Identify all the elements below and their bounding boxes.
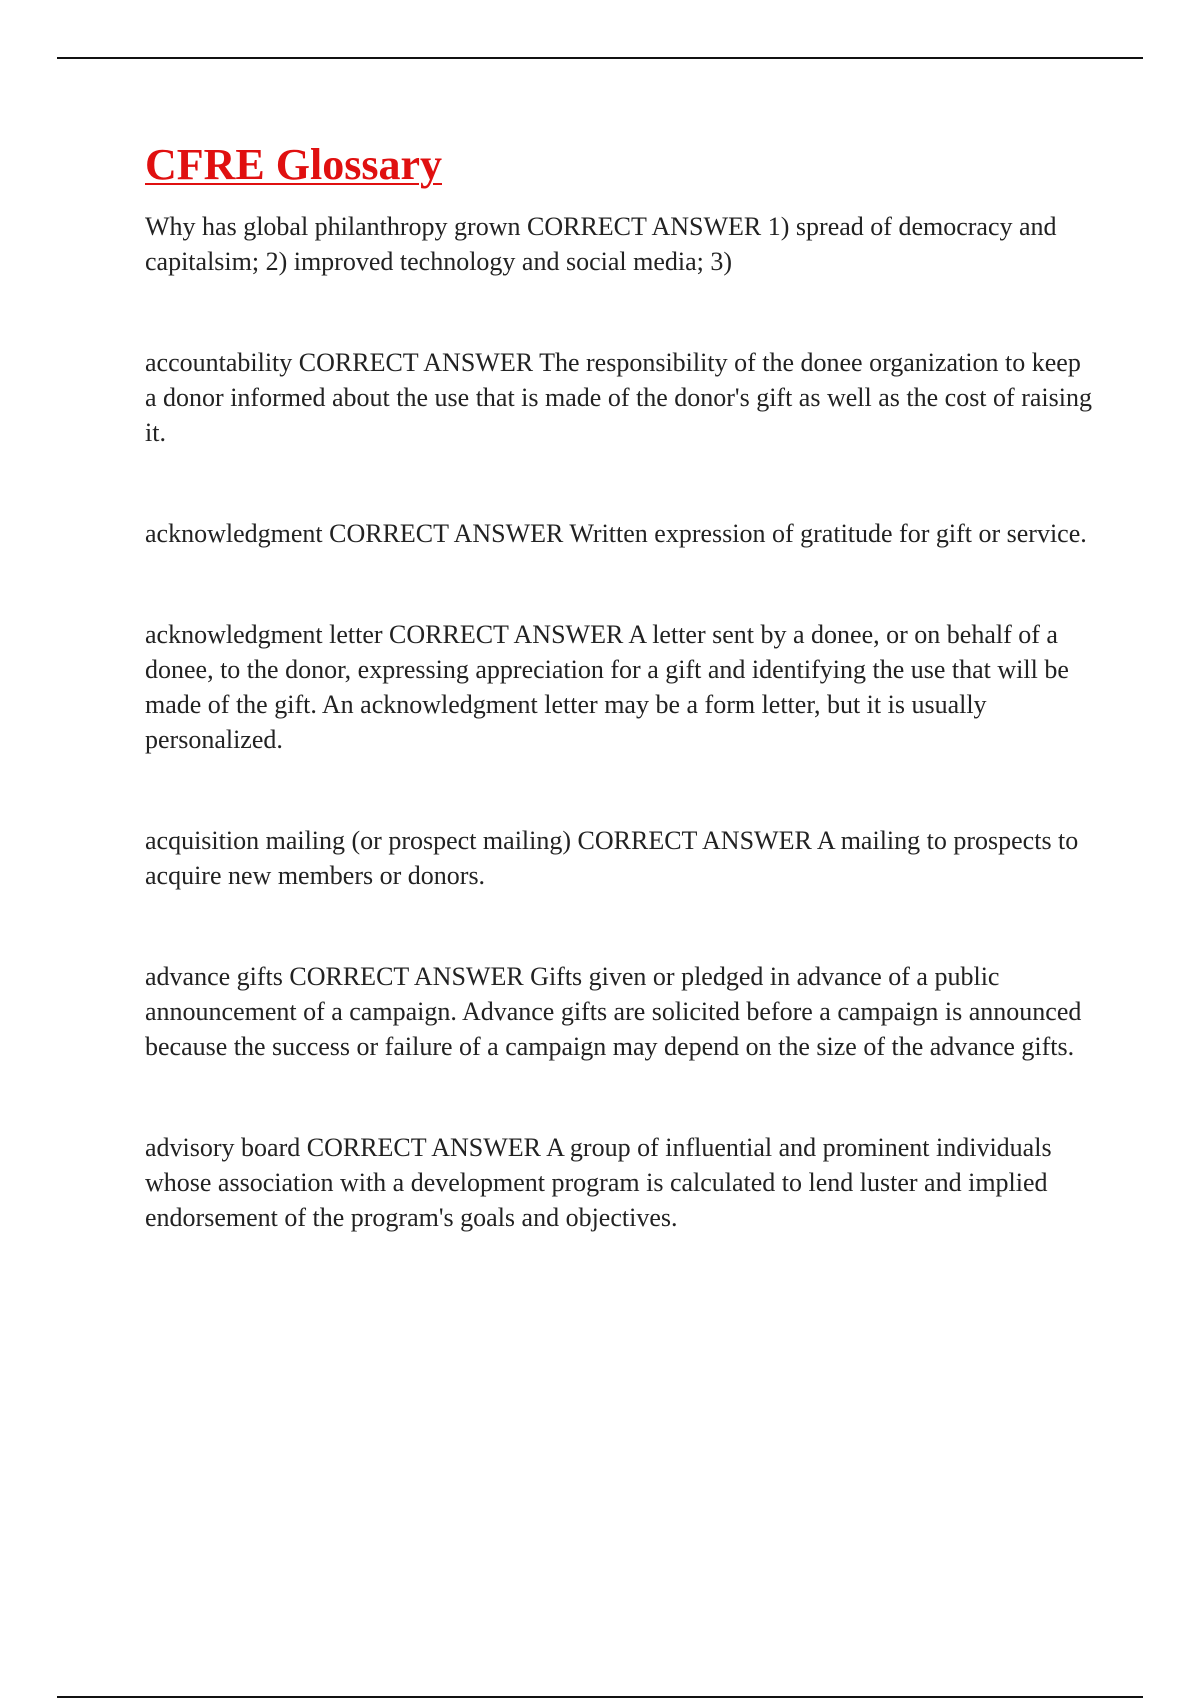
glossary-entry: advance gifts CORRECT ANSWER Gifts given or pledged in advance of a public announcement of a campaign. Advance gifts are solicited before a campaign is announced because the success or failure of a campaign may depend on the size of the advance gifts. — [145, 961, 1082, 1061]
header-rule — [57, 57, 1143, 59]
glossary-entry: acknowledgment letter CORRECT ANSWER A letter sent by a donee, or on behalf of a donee, to the donor, expressing appreciation for a gift and identifying the use that will be made of the gift. An acknowledgment letter may be a form letter, but it is usually personalized. — [145, 619, 1069, 754]
glossary-entry: accountability CORRECT ANSWER The responsibility of the donee organization to keep a donor informed about the use that is made of the donor's gift as well as the cost of raising it. — [145, 347, 1092, 447]
document-body — [145, 140, 1095, 1235]
glossary-entry: Why has global philanthropy grown CORRECT ANSWER 1) spread of democracy and capitalsim; 2) improved technology and social media; 3) — [145, 211, 1057, 276]
glossary-entry: acknowledgment CORRECT ANSWER Written expression of gratitude for gift or service. — [145, 518, 1087, 548]
glossary-entry: advisory board CORRECT ANSWER A group of influential and prominent individuals whose association with a development program is calculated to lend luster and implied endorsement of the program's goals and objectives. — [145, 1132, 1052, 1232]
footer-rule — [57, 1696, 1143, 1698]
page-title: CFRE Glossary — [145, 140, 442, 189]
glossary-entry: acquisition mailing (or prospect mailing) CORRECT ANSWER A mailing to prospects to acquire new members or donors. — [145, 825, 1079, 890]
